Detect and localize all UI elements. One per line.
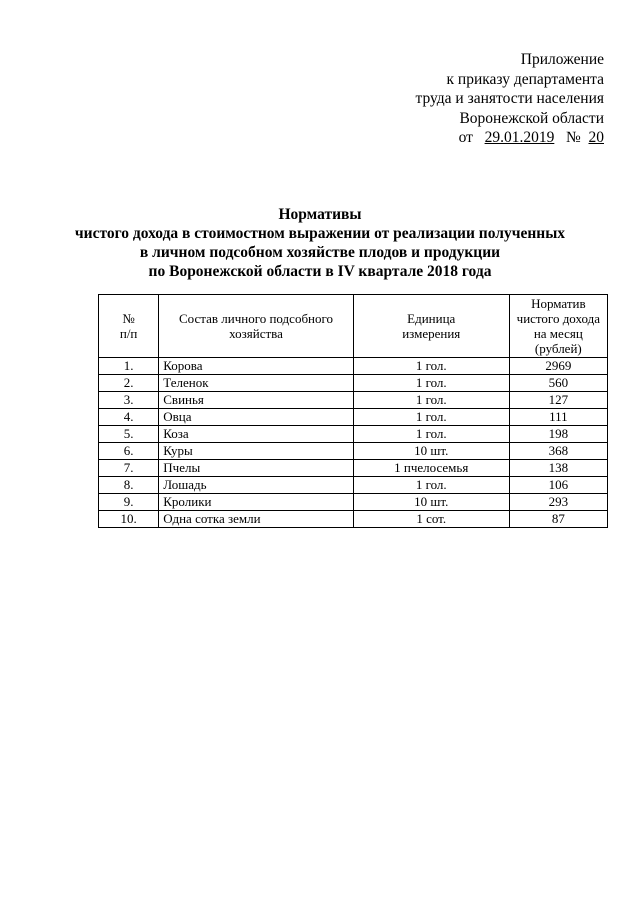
row-number: 2. xyxy=(99,375,159,392)
appendix-number: 20 xyxy=(588,129,604,146)
table-row xyxy=(99,392,608,409)
row-name: Пчелы xyxy=(159,460,354,477)
row-number: 8. xyxy=(99,477,159,494)
row-unit: 1 гол. xyxy=(353,392,509,409)
table-header-row xyxy=(99,295,608,358)
appendix-department: труда и занятости населения xyxy=(415,90,604,107)
document-title xyxy=(0,205,640,281)
row-unit: 1 гол. xyxy=(353,426,509,443)
row-value: 87 xyxy=(509,511,607,528)
row-number: 3. xyxy=(99,392,159,409)
title-line-3: в личном подсобном хозяйстве плодов и продукции xyxy=(139,244,501,261)
appendix-order-ref: к приказу департамента xyxy=(446,70,604,88)
table-row xyxy=(99,443,608,460)
table-row xyxy=(99,358,608,375)
table-row xyxy=(99,477,608,494)
table-row xyxy=(99,460,608,477)
row-name: Теленок xyxy=(159,375,354,392)
row-number: 10. xyxy=(99,511,159,528)
row-unit: 1 пчелосемья xyxy=(353,460,509,477)
appendix-block xyxy=(415,50,604,148)
row-unit: 10 шт. xyxy=(353,494,509,511)
row-name: Одна сотка земли xyxy=(159,511,354,528)
row-value: 106 xyxy=(509,477,607,494)
row-name: Лошадь xyxy=(159,477,354,494)
row-value: 127 xyxy=(509,392,607,409)
row-number: 4. xyxy=(99,409,159,426)
row-number: 9. xyxy=(99,494,159,511)
title-line-4: по Воронежской области в IV квартале 2018 года xyxy=(148,263,492,280)
row-value: 111 xyxy=(509,409,607,426)
row-number: 5. xyxy=(99,426,159,443)
appendix-date-line xyxy=(415,128,604,148)
row-name: Кролики xyxy=(159,494,354,511)
row-unit: 1 гол. xyxy=(353,375,509,392)
appendix-from-label: от xyxy=(458,129,473,146)
header-household-composition: Состав личного подсобного хозяйства xyxy=(159,295,354,358)
row-number: 6. xyxy=(99,443,159,460)
norms-table xyxy=(98,294,608,528)
row-value: 560 xyxy=(509,375,607,392)
header-number: № п/п xyxy=(99,295,159,358)
row-unit: 10 шт. xyxy=(353,443,509,460)
header-unit: Единица измерения xyxy=(353,295,509,358)
row-name: Овца xyxy=(159,409,354,426)
table-row xyxy=(99,409,608,426)
row-name: Корова xyxy=(159,358,354,375)
row-number: 1. xyxy=(99,358,159,375)
table-row xyxy=(99,494,608,511)
title-line-2: чистого дохода в стоимостном выражении от реализации полученных xyxy=(74,225,566,242)
table-row xyxy=(99,426,608,443)
row-unit: 1 сот. xyxy=(353,511,509,528)
row-value: 2969 xyxy=(509,358,607,375)
row-value: 138 xyxy=(509,460,607,477)
row-unit: 1 гол. xyxy=(353,358,509,375)
row-value: 368 xyxy=(509,443,607,460)
row-name: Куры xyxy=(159,443,354,460)
row-value: 293 xyxy=(509,494,607,511)
appendix-title: Приложение xyxy=(520,51,604,68)
appendix-number-label: № xyxy=(565,129,581,146)
title-line-1: Нормативы xyxy=(278,206,362,223)
table-row xyxy=(99,375,608,392)
header-norm-value: Норматив чистого дохода на месяц (рублей) xyxy=(509,295,607,358)
row-number: 7. xyxy=(99,460,159,477)
table-row xyxy=(99,511,608,528)
row-name: Свинья xyxy=(159,392,354,409)
row-unit: 1 гол. xyxy=(353,409,509,426)
row-value: 198 xyxy=(509,426,607,443)
appendix-region: Воронежской области xyxy=(459,109,604,127)
appendix-date: 29.01.2019 xyxy=(484,129,555,146)
row-unit: 1 гол. xyxy=(353,477,509,494)
row-name: Коза xyxy=(159,426,354,443)
